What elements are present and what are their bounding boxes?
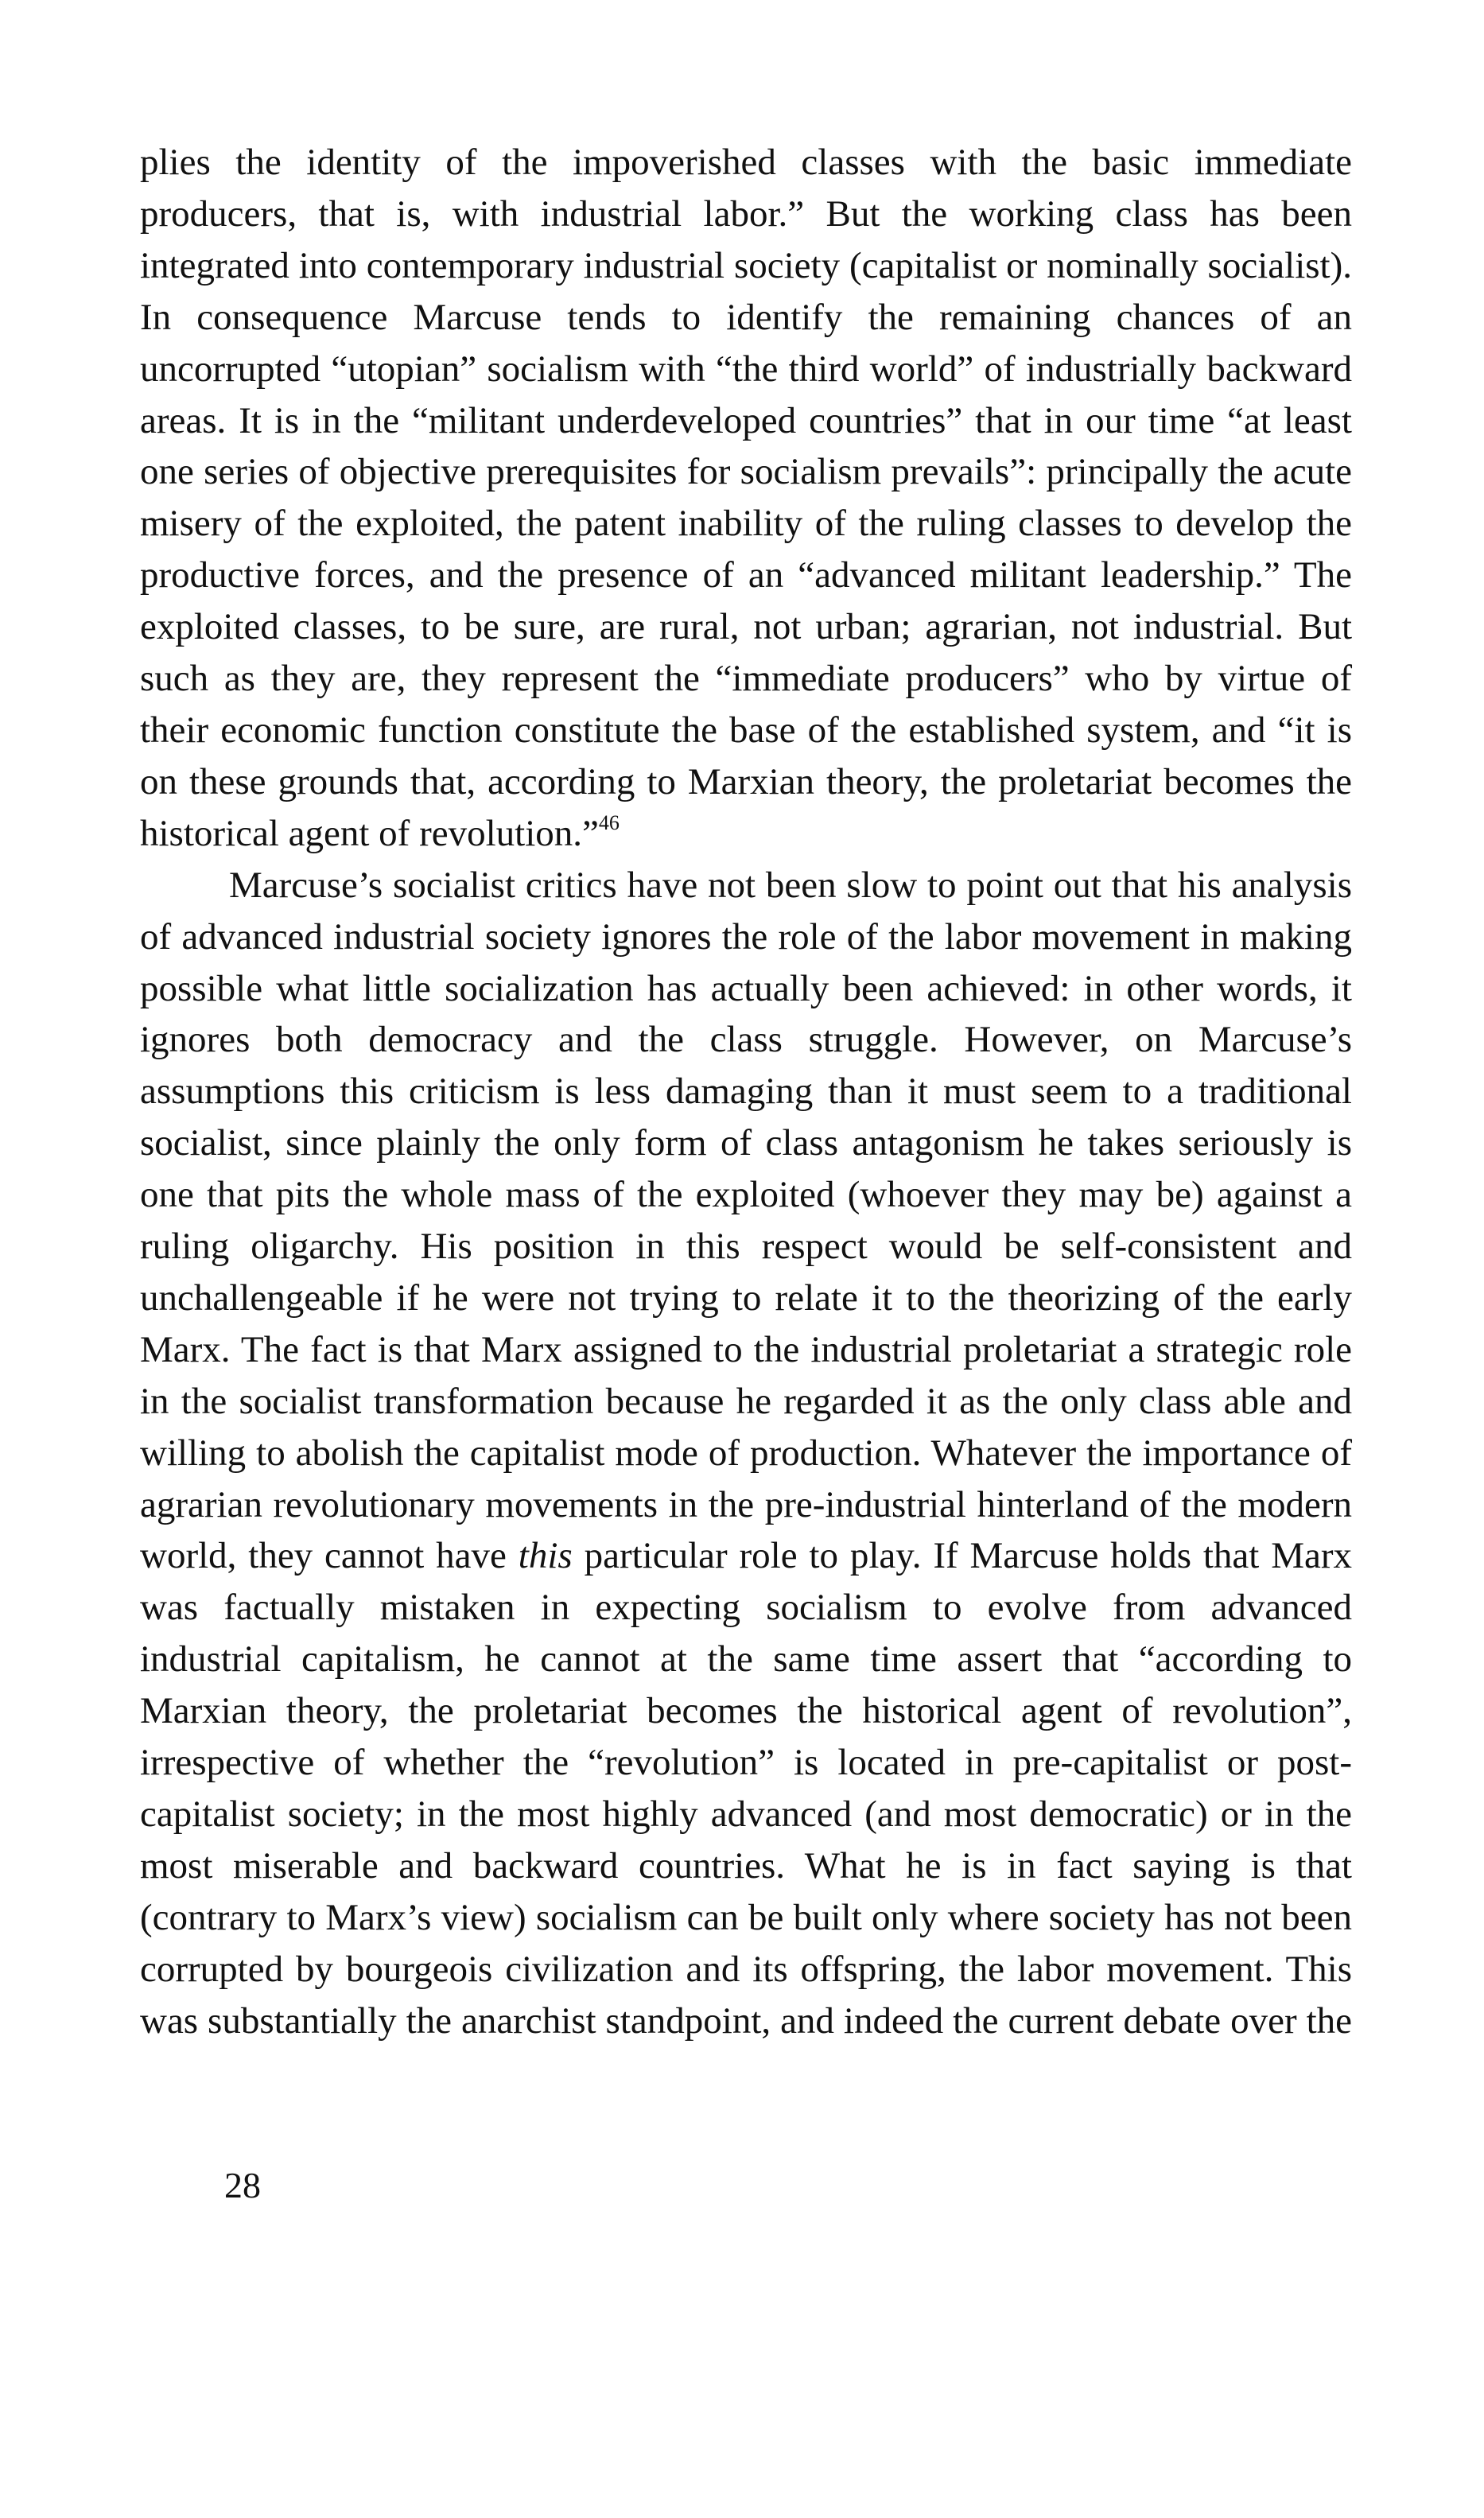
paragraph-1 [140,137,1352,860]
page-number: 28 [224,2165,261,2205]
paragraph-2 [140,860,1352,2047]
body-text [140,137,1352,2047]
paragraph-1-text: plies the identity of the impoverished classes with the basic immediate producers, that is, with industrial labor.” But the working class has been integrated into contemporary industrial society (capitalist or nominally socialist). In consequence Marcuse tends to identify the remaining chances of an uncorrupted “utopian” socialism with “the third world” of industrially backward areas. It is in the “militant underdeveloped countries” that in our time “at least one series of objective prerequisites for socialism prevails”: principally the acute misery of the exploited, the patent inability of the ruling classes to develop the productive forces, and the presence of an “advanced militant leadership.” The exploited classes, to be sure, are rural, not urban; agrarian, not industrial. But such as they are, they represent the “immediate producers” who by virtue of their economic function constitute the base of the established system, and “it is on these grounds that, according to Marxian theory, the proletariat becomes the historical agent of revolution.” [140,142,1352,854]
footnote-marker: 46 [598,810,620,834]
paragraph-2-text: Marcuse’s socialist critics have not been slow to point out that his analysis of advanced industrial society ignores the role of the labor movement in making possible what little socialization has actually been achieved: in other words, it ignores both democracy and the class struggle. However, on Marcuse’s assumptions this criticism is less damaging than it must seem to a traditional socialist, since plainly the only form of class antagonism he takes seriously is one that pits the whole mass of the exploited (whoever they may be) against a ruling oligarchy. His position in this respect would be self-consistent and unchallengeable if he were not trying to relate it to the theorizing of the early Marx. The fact is that Marx assigned to the industrial proletariat a strategic role in the socialist transformation because he regarded it as the only class able and willing to abolish the capitalist mode of production. Whatever the importance of agrarian revolutionary movements in the pre-industrial hinterland of the modern world, they cannot have [140,864,1352,1577]
paragraph-2-text-continued: particular role to play. If Marcuse holds that Marx was factually mistaken in expecting socialism to evolve from advanced industrial capitalism, he cannot at the same time assert that “according to Marxian theory, the proletariat becomes the historical agent of revolution”, irrespective of whether the “revolution” is located in pre-capitalist or post-capitalist society; in the most highly advanced (and most democratic) or in the most miserable and backward countries. What he is in fact saying is that (contrary to Marx’s view) socialism can be built only where society has not been corrupted by bourgeois civilization and its offspring, the labor movement. This was substantially the anarchist standpoint, and indeed the current debate over the [140,1535,1353,2042]
emphasis-word: this [518,1535,573,1577]
